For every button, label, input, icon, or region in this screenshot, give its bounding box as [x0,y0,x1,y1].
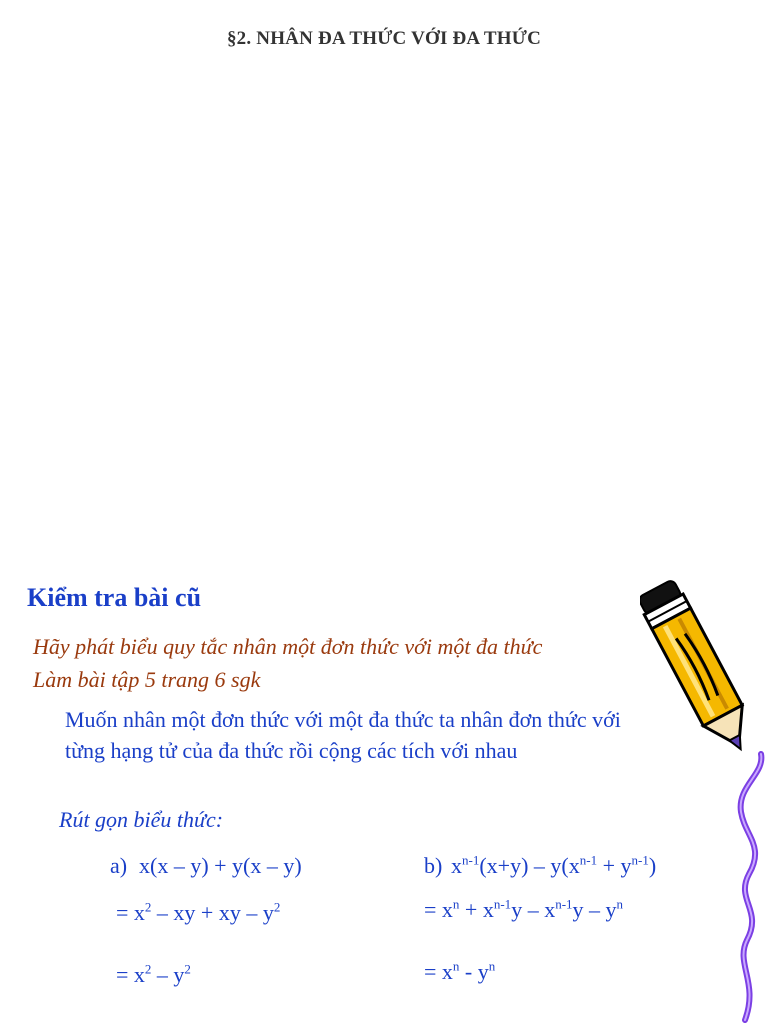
exercise-heading: Rút gọn biểu thức: [59,807,224,832]
part-a-expression: x(x – y) + y(x – y) [139,853,302,878]
part-a-step-2: = $x^2 - y^2$ [116,961,191,987]
rule-answer: Muốn nhân một đơn thức với một đa thức ta nhân đơn thức với từng hạng tử của đa thức rồi cộng các tích với nhau [65,707,621,763]
part-b-step-2: = $x^n - y^n$ [424,958,496,984]
section-title: Kiểm tra bài cũ [27,583,202,612]
task-item: Làm bài tập 5 trang 6 sgk [33,667,261,692]
task-item: Hãy phát biểu quy tắc nhân một đơn thức với một đa thức [33,634,543,659]
part-a-label: a) [110,853,128,878]
pencil-icon [640,572,755,762]
part-b-expression: $x^{n-1}(x+y) - y(x^{n-1} + y^{n-1})$ [451,852,657,878]
part-b-step-1: = $x^n + x^{n-1}y - x^{n-1}y - y^n$ [424,896,624,922]
part-b-label: b) [424,853,443,878]
swirl-decoration [725,750,768,1024]
part-a-step-1: = $x^2$ – xy + xy – $y^2$ [116,899,281,925]
page-title: §2. NHÂN ĐA THỨC VỚI ĐA THỨC [226,28,542,49]
